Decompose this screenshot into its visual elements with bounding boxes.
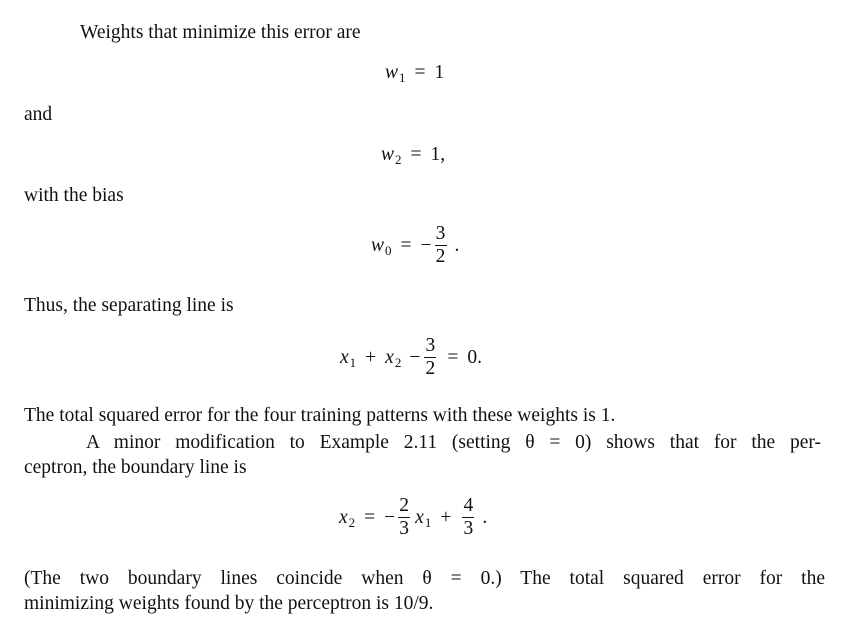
text-weights-minimize: Weights that minimize this error are bbox=[80, 22, 361, 43]
eq-w0-fraction bbox=[435, 224, 447, 267]
eq-bound-fraction1 bbox=[398, 496, 410, 539]
eq-line-num: 3 bbox=[425, 335, 436, 356]
eq-bound-x1-sub: 1 bbox=[424, 514, 432, 530]
eq-w0-end: . bbox=[454, 234, 460, 256]
eq-w1-sub: 1 bbox=[399, 70, 406, 85]
eq-w0-den: 2 bbox=[435, 246, 446, 267]
eq-w1-var: w bbox=[385, 62, 399, 83]
eq-w0-sub: 0 bbox=[385, 242, 392, 258]
text-modification-line1: A minor modification to Example 2.11 (setting θ = 0) shows that for the per- bbox=[86, 432, 821, 453]
eq-line-x2: x bbox=[385, 346, 394, 368]
eq-bound-x1: x bbox=[415, 506, 424, 528]
equation-boundary-line bbox=[339, 496, 487, 539]
eq-line-rhs: 0. bbox=[467, 346, 482, 368]
eq-bound-end: . bbox=[482, 506, 488, 528]
eq-line-minus: − bbox=[409, 346, 421, 368]
text-total-error: The total squared error for the four training patterns with these weights is 1. bbox=[24, 405, 616, 426]
equation-w2 bbox=[381, 144, 445, 166]
text-thus-separating: Thus, the separating line is bbox=[24, 295, 234, 316]
eq-bound-op: = bbox=[364, 506, 376, 528]
text-with-bias: with the bias bbox=[24, 185, 124, 206]
eq-bound-num2: 4 bbox=[463, 495, 474, 516]
eq-line-plus: + bbox=[365, 346, 377, 368]
eq-w0-op: = bbox=[400, 234, 412, 256]
eq-line-op: = bbox=[447, 346, 459, 368]
equation-w0 bbox=[371, 224, 459, 267]
eq-line-x2-sub: 2 bbox=[394, 354, 402, 370]
eq-w0-num: 3 bbox=[435, 223, 446, 244]
text-coincide-line1: (The two boundary lines coincide when θ = 0.) The total squared error for the bbox=[24, 568, 825, 589]
eq-bound-lhs-sub: 2 bbox=[348, 514, 356, 530]
text-coincide-line2: minimizing weights found by the perceptron is 10/9. bbox=[24, 593, 434, 614]
eq-w0-var: w bbox=[371, 234, 385, 256]
eq-w2-sub: 2 bbox=[395, 152, 402, 167]
text-and: and bbox=[24, 104, 53, 125]
eq-line-x1: x bbox=[340, 346, 349, 368]
eq-line-fraction bbox=[424, 336, 436, 379]
eq-line-x1-sub: 1 bbox=[349, 354, 357, 370]
text-modification-line2: ceptron, the boundary line is bbox=[24, 457, 247, 478]
eq-w0-sign: − bbox=[420, 234, 432, 256]
equation-separating-line bbox=[340, 336, 482, 379]
eq-w2-rhs: 1, bbox=[430, 144, 446, 165]
eq-bound-fraction2 bbox=[462, 496, 474, 539]
eq-w1-rhs: 1 bbox=[434, 62, 445, 83]
eq-bound-lhs: x bbox=[339, 506, 348, 528]
eq-w1-op: = bbox=[414, 62, 426, 83]
eq-bound-den2: 3 bbox=[463, 518, 474, 539]
eq-bound-num1: 2 bbox=[399, 495, 410, 516]
eq-w2-var: w bbox=[381, 144, 395, 165]
eq-bound-den1: 3 bbox=[399, 518, 410, 539]
eq-bound-plus: + bbox=[440, 506, 452, 528]
eq-bound-sign: − bbox=[384, 506, 396, 528]
eq-w2-op: = bbox=[410, 144, 422, 165]
eq-line-den: 2 bbox=[425, 358, 436, 379]
equation-w1 bbox=[385, 62, 444, 84]
